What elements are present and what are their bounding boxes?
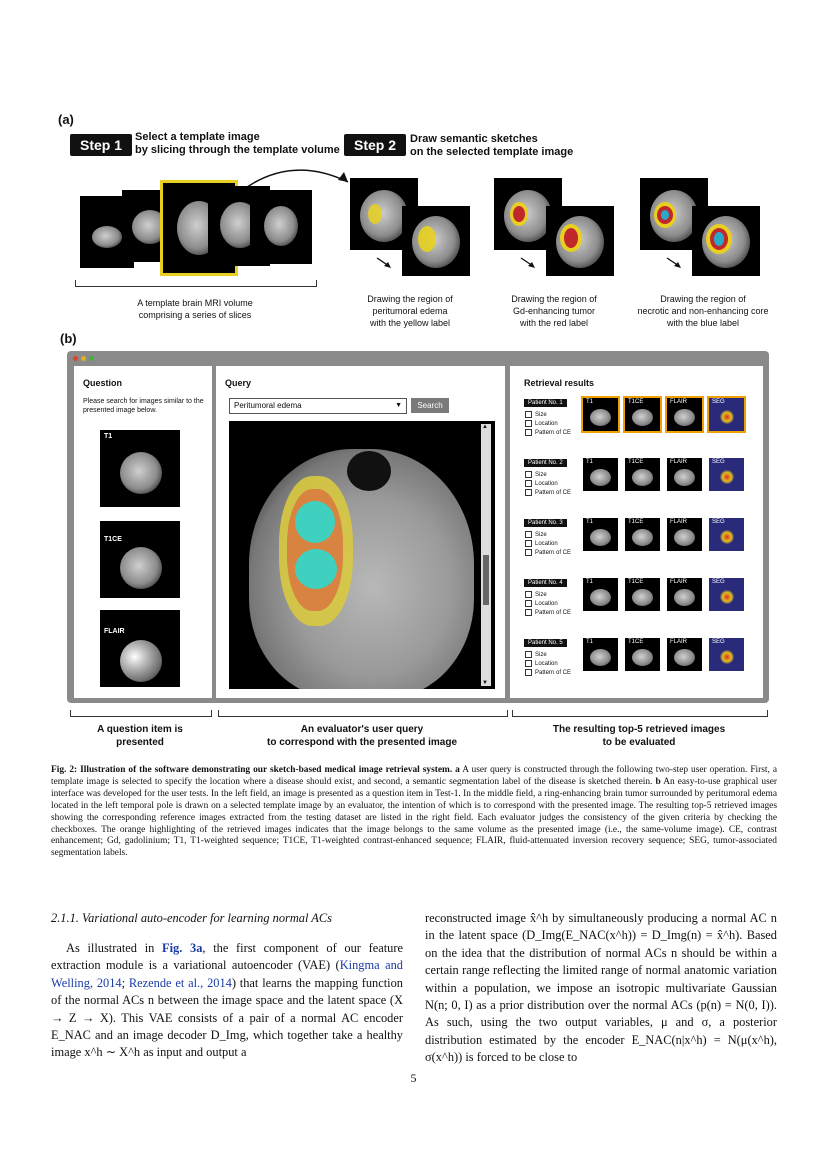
result-thumbnail <box>667 518 702 551</box>
volume-slice <box>250 190 312 264</box>
thumbnail-label: SEG <box>712 519 725 525</box>
thumbnail-image <box>720 650 734 664</box>
question-image-flair <box>100 610 180 687</box>
criterion-checkbox[interactable] <box>525 549 571 557</box>
arrow-icon <box>375 256 395 270</box>
thumbnail-label: T1 <box>586 639 594 645</box>
question-image-label: T1 <box>104 433 113 440</box>
query-canvas[interactable] <box>229 421 495 689</box>
result-thumbnail <box>667 398 702 431</box>
thumbnail-label: T1 <box>586 399 594 405</box>
thumbnail-label: SEG <box>712 459 725 465</box>
step2-line2: on the selected template image <box>410 146 574 158</box>
criterion-checkbox[interactable] <box>525 420 558 428</box>
criterion-checkbox[interactable] <box>525 480 558 488</box>
caption-label: Fig. 2: <box>51 765 78 775</box>
thumbnail-image <box>632 589 653 606</box>
thumbnail-label: FLAIR <box>670 459 688 465</box>
bracket-caption-question <box>70 723 210 749</box>
thumbnail-image <box>720 410 734 424</box>
section-heading: 2.1.1. Variational auto-encoder for learning normal ACs <box>51 911 332 925</box>
patient-label: Patient No. 2 <box>524 459 567 467</box>
patient-label: Patient No. 3 <box>524 519 567 527</box>
sketch-caption-enhancing <box>494 293 614 329</box>
bracket-caption-line: presented <box>116 737 164 748</box>
query-title: Query <box>225 378 252 388</box>
checkbox-icon[interactable] <box>525 549 532 556</box>
criterion-checkbox[interactable] <box>525 609 571 617</box>
checkbox-icon[interactable] <box>525 609 532 616</box>
criterion-checkbox[interactable] <box>525 489 571 497</box>
question-title: Question <box>83 378 123 388</box>
criterion-label: Pattern of CE <box>535 610 572 617</box>
checkbox-icon[interactable] <box>525 429 532 436</box>
scroll-up-icon[interactable]: ▲ <box>482 424 488 430</box>
thumbnail-image <box>590 649 611 666</box>
results-field <box>510 366 763 698</box>
sketch-caption-line: with the yellow label <box>369 318 451 328</box>
thumbnail-label: FLAIR <box>670 399 688 405</box>
scroll-down-icon[interactable]: ▼ <box>482 680 488 686</box>
thumbnail-image <box>632 649 653 666</box>
checkbox-icon[interactable] <box>525 669 532 676</box>
criterion-checkbox[interactable] <box>525 669 571 677</box>
question-image-t1 <box>100 430 180 507</box>
figure-caption <box>51 765 777 860</box>
patient-label: Patient No. 4 <box>524 579 567 587</box>
thumbnail-label: T1CE <box>628 459 644 465</box>
result-thumbnail <box>667 578 702 611</box>
result-thumbnail <box>709 578 744 611</box>
caption-text-b: An easy-to-use graphical user interface was developed for the user tests. In the left field, an image is presented as a question item in Test-1. In the middle field, a ring-enhancing brain tumor surrounded by peritumoral edema located in the left temporal pole is drawn on a selected template image by an evaluator, the intention of which is to correspond with the presented image. The resulting top-5 retrieved images showing the corresponding reference images extracted from the testing dataset are listed in the right field. Each evaluator judges the consistency of the given criteria by checking the checkboxes. The orange highlighting of the retrieved images indicates that the image belongs to the same volume as the presented image (i.e., the same-volume image). CE, contrast enhancement; Gd, gadolinium; T1, T1-weighted sequence; T1CE, T1-weighted contrast-enhanced sequence; FLAIR, fluid-attenuated inversion recovery sequence; SEG, tumor-associated segmentation labels. <box>51 776 778 859</box>
result-thumbnail <box>709 398 744 431</box>
criterion-label: Size <box>535 652 547 659</box>
criterion-label: Size <box>535 532 547 539</box>
criterion-checkbox[interactable] <box>525 591 547 599</box>
citation-link[interactable]: Kingma and Welling, 2014 <box>51 958 403 990</box>
chevron-down-icon: ▼ <box>395 401 402 409</box>
thumbnail-image <box>632 469 653 486</box>
results-title: Retrieval results <box>524 378 595 388</box>
sketch-slice-result <box>692 206 760 276</box>
left-text: As illustrated in <box>66 941 163 955</box>
query-field <box>216 366 505 698</box>
canvas-scrollbar[interactable] <box>481 424 491 686</box>
result-thumbnail <box>583 518 618 551</box>
thumbnail-image <box>632 409 653 426</box>
bracket-caption-line: A question item is <box>97 724 183 735</box>
step2-badge: Step 2 <box>344 134 406 156</box>
criterion-checkbox[interactable] <box>525 660 558 668</box>
window-maximize-icon[interactable] <box>89 356 94 361</box>
question-instruction: Please search for images similar to the presented image below. <box>83 398 204 414</box>
brainstem-region <box>347 451 391 491</box>
question-image-label: FLAIR <box>104 628 125 635</box>
criterion-label: Location <box>535 541 558 548</box>
criterion-label: Pattern of CE <box>535 490 572 497</box>
bracket-caption-results <box>512 723 766 749</box>
thumbnail-image <box>590 589 611 606</box>
left-text: , the first component of our feature extraction module is a variational autoencoder (VAE) ( <box>51 941 403 973</box>
result-thumbnail <box>583 638 618 671</box>
result-thumbnail <box>709 638 744 671</box>
result-thumbnail <box>583 398 618 431</box>
core-sketch-cyan-2 <box>295 549 337 589</box>
thumbnail-label: FLAIR <box>670 519 688 525</box>
result-thumbnail <box>625 638 660 671</box>
panel-a-label: (a) <box>58 112 74 127</box>
criterion-checkbox[interactable] <box>525 411 547 419</box>
panel-b-label: (b) <box>60 331 77 346</box>
checkbox-icon[interactable] <box>525 411 532 418</box>
criterion-checkbox[interactable] <box>525 429 571 437</box>
step2-line1: Draw semantic sketches <box>410 133 538 145</box>
thumbnail-label: SEG <box>712 399 725 405</box>
criterion-label: Location <box>535 421 558 428</box>
volume-bracket <box>75 280 317 287</box>
thumbnail-label: T1 <box>586 459 594 465</box>
thumbnail-label: SEG <box>712 639 725 645</box>
thumbnail-label: FLAIR <box>670 579 688 585</box>
bracket-results <box>512 710 768 717</box>
question-image-t1ce <box>100 521 180 598</box>
thumbnail-image <box>590 409 611 426</box>
bracket-query <box>218 710 508 717</box>
result-thumbnail <box>667 638 702 671</box>
sketch-caption-line: with the blue label <box>666 318 740 328</box>
right-column: reconstructed image x̂^h by simultaneously producing a normal AC n in the latent space (D_Img(E_NAC(x^h)) = D_Img(n) = x̂^h). Based on the idea that the distribution of normal ACs n should be within a certain range reflecting the limited range of normal anatomic variation within a population, we impose an isotropic multivariate Gaussian N(n; 0, I) as a prior distribution over the normal ACs (p(n) = N(0, I)). As such, using the two output variables, μ and σ, a posterior distribution estimated by the encoder E_NAC(n|x^h) = N(μ(x^h), σ(x^h)) is forced to be close to <box>425 911 777 1065</box>
step1-line1: Select a template image <box>135 131 260 143</box>
bracket-caption-line: to correspond with the presented image <box>266 737 458 748</box>
checkbox-icon[interactable] <box>525 540 532 547</box>
checkbox-icon[interactable] <box>525 600 532 607</box>
criterion-label: Pattern of CE <box>535 550 572 557</box>
checkbox-icon[interactable] <box>525 531 532 538</box>
thumbnail-image <box>720 590 734 604</box>
sketch-caption-line: necrotic and non-enhancing core <box>637 306 769 316</box>
criterion-label: Size <box>535 592 547 599</box>
criterion-label: Pattern of CE <box>535 670 572 677</box>
question-field <box>74 366 212 698</box>
thumbnail-image <box>674 409 695 426</box>
step2-text <box>410 133 573 159</box>
thumbnail-image <box>674 469 695 486</box>
thumbnail-image <box>674 589 695 606</box>
arrow-icon <box>665 256 685 270</box>
search-button[interactable]: Search <box>411 398 449 413</box>
result-thumbnail <box>709 458 744 491</box>
sketch-caption-line: Drawing the region of <box>367 294 453 304</box>
step1-line2: by slicing through the template volume <box>135 144 340 156</box>
thumbnail-label: T1CE <box>628 399 644 405</box>
result-thumbnail <box>667 458 702 491</box>
sketch-caption-line: with the red label <box>519 318 589 328</box>
checkbox-icon[interactable] <box>525 651 532 658</box>
criterion-checkbox[interactable] <box>525 540 558 548</box>
step1-badge: Step 1 <box>70 134 132 156</box>
patient-label: Patient No. 5 <box>524 639 567 647</box>
fig-ref-link[interactable]: Fig. 3a <box>162 941 203 955</box>
criterion-label: Location <box>535 661 558 668</box>
caption-b-marker: b <box>655 776 661 787</box>
left-text: ) that learns the mapping function of the normal ACs n between the image space and the latent space (X → Z → X). This VAE consists of a pair of a normal AC encoder E_NAC and an image decoder D_Img, which together take a healthy image x^h ∼ X^h as input and output a <box>51 975 404 1060</box>
sketch-caption-line: peritumoral edema <box>372 306 448 316</box>
result-thumbnail <box>583 578 618 611</box>
window-close-icon[interactable] <box>73 356 78 361</box>
sketch-caption-edema <box>350 293 470 329</box>
bracket-caption-query <box>218 723 506 749</box>
caption-a-marker: a <box>455 765 460 775</box>
thumbnail-image <box>720 470 734 484</box>
checkbox-icon[interactable] <box>525 660 532 667</box>
sketch-caption-line: Gd-enhancing tumor <box>512 306 596 316</box>
thumbnail-label: FLAIR <box>670 639 688 645</box>
sketch-slice-result <box>546 206 614 276</box>
window-minimize-icon[interactable] <box>81 356 86 361</box>
criterion-checkbox[interactable] <box>525 531 547 539</box>
query-dropdown-value: Peritumoral edema <box>234 401 302 410</box>
checkbox-icon[interactable] <box>525 489 532 496</box>
result-thumbnail <box>709 518 744 551</box>
result-thumbnail <box>625 458 660 491</box>
thumbnail-image <box>590 469 611 486</box>
thumbnail-label: SEG <box>712 579 725 585</box>
core-sketch-cyan-1 <box>295 501 335 543</box>
criterion-label: Location <box>535 601 558 608</box>
volume-caption-line2: comprising a series of slices <box>138 310 252 320</box>
question-image-label: T1CE <box>104 536 122 543</box>
criterion-label: Size <box>535 412 547 419</box>
left-column <box>51 940 403 1062</box>
caption-text-a: A user query is constructed through the following two-step user operation. First, a template image is selected to specify the location where a disease should exist, and second, a semantic segmentation label of the disease is sketched therein. <box>51 765 777 787</box>
thumbnail-label: T1CE <box>628 639 644 645</box>
bracket-caption-line: The resulting top-5 retrieved images <box>552 724 726 735</box>
thumbnail-label: T1 <box>586 519 594 525</box>
criterion-label: Size <box>535 472 547 479</box>
criterion-checkbox[interactable] <box>525 600 558 608</box>
bracket-caption-line: to be evaluated <box>602 737 676 748</box>
page-number: 5 <box>410 1071 417 1085</box>
patient-label: Patient No. 1 <box>524 399 567 407</box>
query-dropdown[interactable] <box>229 398 407 414</box>
criterion-label: Location <box>535 481 558 488</box>
thumbnail-image <box>720 530 734 544</box>
sketch-caption-line: Drawing the region of <box>660 294 746 304</box>
thumbnail-label: T1CE <box>628 519 644 525</box>
result-thumbnail <box>583 458 618 491</box>
checkbox-icon[interactable] <box>525 591 532 598</box>
sketch-slice-result <box>402 206 470 276</box>
result-thumbnail <box>625 578 660 611</box>
arrow-icon <box>519 256 539 270</box>
sketch-caption-line: Drawing the region of <box>511 294 597 304</box>
result-thumbnail <box>625 398 660 431</box>
step1-text <box>135 131 340 157</box>
thumbnail-image <box>674 529 695 546</box>
thumbnail-image <box>674 649 695 666</box>
bracket-caption-line: An evaluator's user query <box>300 724 424 735</box>
checkbox-icon[interactable] <box>525 471 532 478</box>
volume-caption-line1: A template brain MRI volume <box>137 298 253 308</box>
thumbnail-image <box>590 529 611 546</box>
criterion-label: Pattern of CE <box>535 430 572 437</box>
result-thumbnail <box>625 518 660 551</box>
volume-caption <box>110 297 280 321</box>
criterion-checkbox[interactable] <box>525 651 547 659</box>
thumbnail-image <box>632 529 653 546</box>
checkbox-icon[interactable] <box>525 480 532 487</box>
scrollbar-thumb[interactable] <box>483 555 489 605</box>
thumbnail-label: T1 <box>586 579 594 585</box>
gui-window <box>67 351 769 703</box>
sketch-caption-core <box>628 293 778 329</box>
left-text: ; <box>121 975 129 990</box>
caption-title: Illustration of the software demonstrating our sketch-based medical image retrieval system. <box>80 765 453 775</box>
criterion-checkbox[interactable] <box>525 471 547 479</box>
bracket-question <box>70 710 212 717</box>
checkbox-icon[interactable] <box>525 420 532 427</box>
citation-link[interactable]: Rezende et al., 2014 <box>128 975 232 990</box>
thumbnail-label: T1CE <box>628 579 644 585</box>
